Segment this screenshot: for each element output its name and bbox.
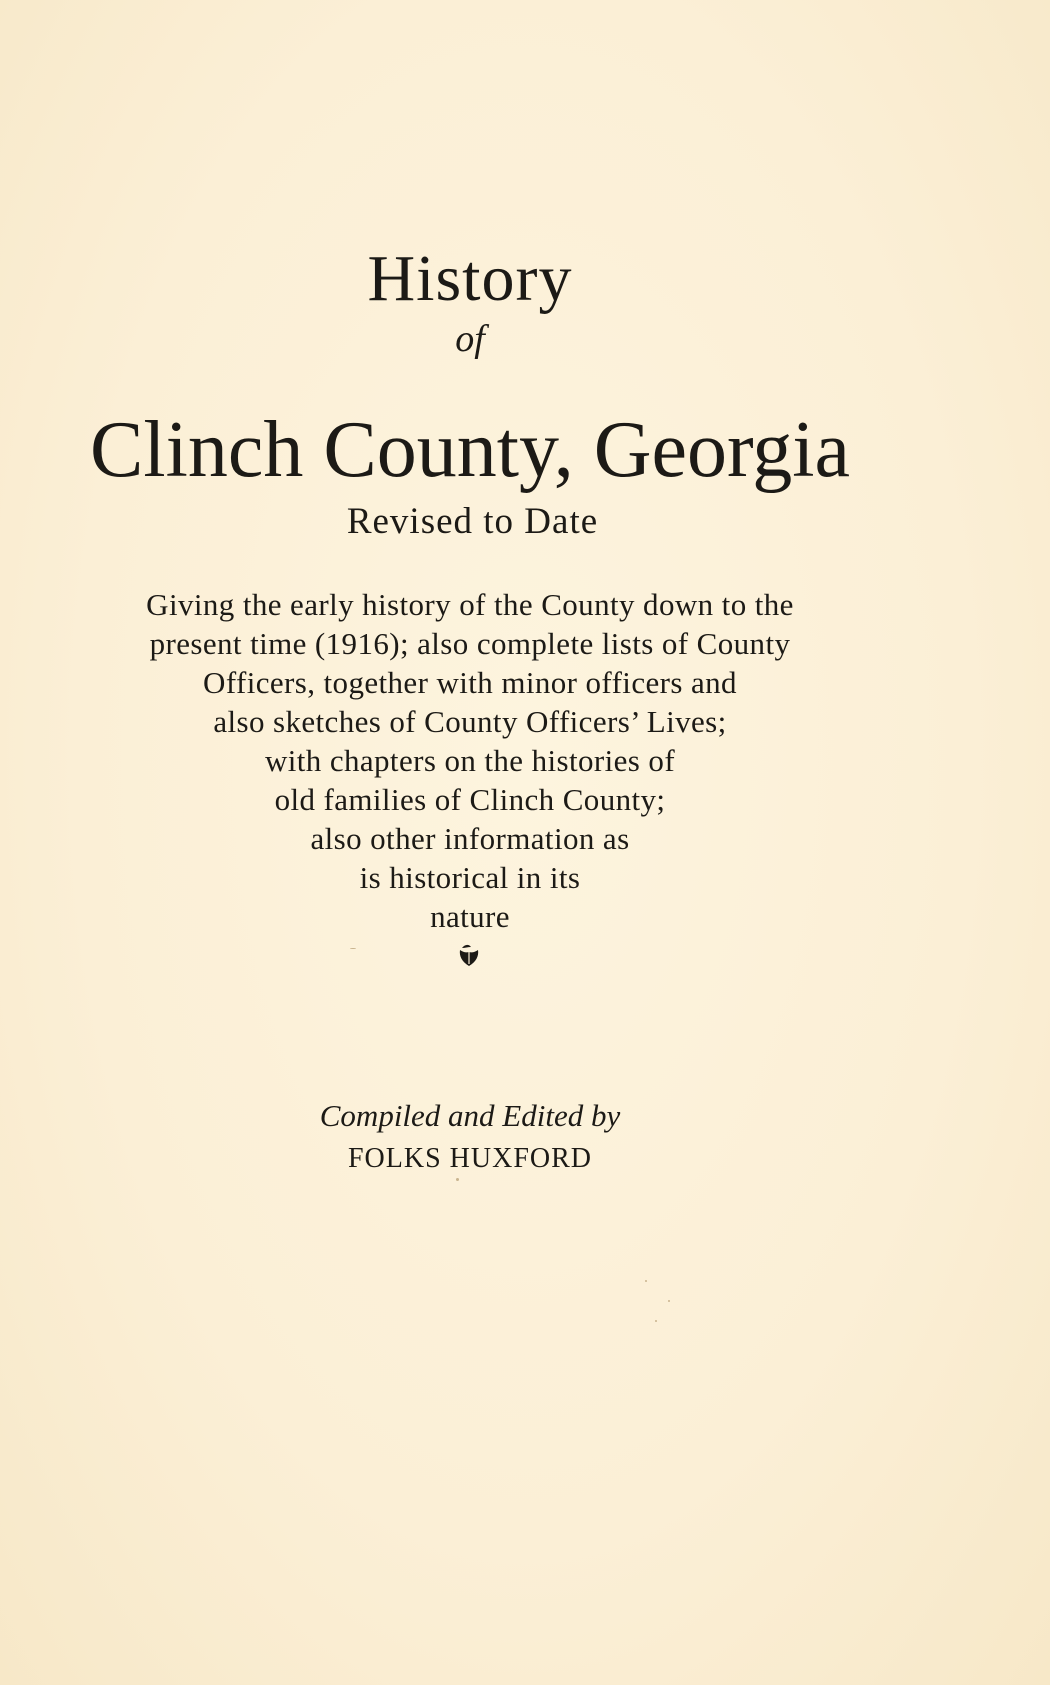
paper-speck [668,1300,670,1302]
description-line: Officers, together with minor officers and [203,665,737,700]
title-heading-main: Clinch County, Georgia [90,406,850,494]
description-line: also sketches of County Officers’ Lives; [213,704,727,739]
description-line: also other information as [310,821,630,856]
description-block [0,585,940,936]
subtitle: Revised to Date [346,501,599,542]
description-line: with chapters on the histories of [264,743,676,778]
title-heading-top: History [367,242,573,315]
paper-speck [645,1280,647,1282]
description-line: old families of Clinch County; [274,782,666,817]
credit-line: Compiled and Edited by [319,1098,621,1133]
title-heading-of: of [455,318,485,360]
leaf-ornament-icon [456,942,482,968]
paper-speck [350,948,356,949]
author-name: FOLKS HUXFORD [347,1143,593,1174]
description-line: is historical in its [359,860,581,895]
description-line: present time (1916); also complete lists of County [149,626,791,661]
description-line: nature [430,899,510,934]
paper-speck [655,1320,657,1322]
description-line: Giving the early history of the County down to the [146,587,794,622]
paper-speck [456,1178,459,1181]
